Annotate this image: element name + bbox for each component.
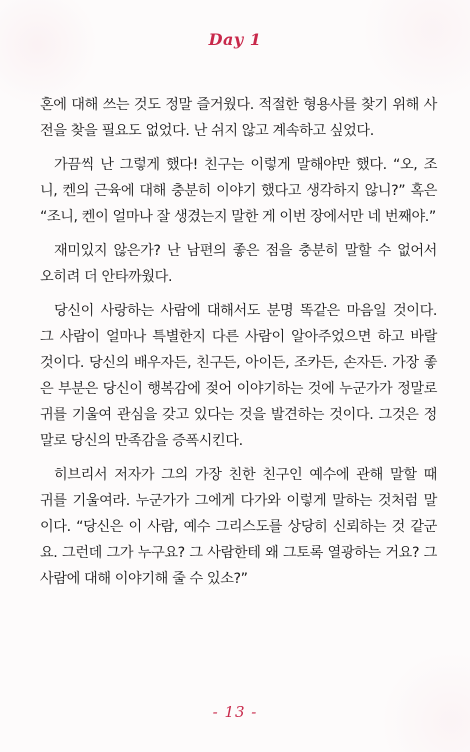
text-line: 요. 그런데 그가 누구요? 그 사람한테 왜 그토록 열광하는 거요? 그 [40, 545, 437, 561]
text-line: 이다. “당신은 이 사람, 예수 그리스도를 상당히 신뢰하는 것 같군 [40, 519, 437, 535]
text-line: 귀를 기울여라. 누군가가 그에게 다가와 이렇게 말하는 것처럼 말 [40, 493, 437, 509]
text-line: 그 사람이 얼마나 특별한지 다른 사람이 알아주었으면 하고 바랄 [40, 329, 437, 345]
text-line: 니, 켄의 근육에 대해 충분히 이야기 했다고 생각하지 않니?” 혹은 [40, 183, 437, 199]
paragraph-2 [40, 152, 437, 230]
text-line: 가끔씩 난 그렇게 했다! 친구는 이렇게 말해야만 했다. “오, 조 [54, 157, 437, 173]
text-line: 히브리서 저자가 그의 가장 친한 친구인 예수에 관해 말할 때 [54, 467, 437, 483]
text-line: 재미있지 않은가? 난 남편의 좋은 점을 충분히 말할 수 없어서 [54, 243, 437, 259]
text-line: 오히려 더 안타까웠다. [40, 269, 173, 285]
text-line: 말로 당신의 만족감을 증폭시킨다. [40, 433, 243, 449]
paragraph-5 [40, 462, 437, 592]
page-header-title: Day 1 [208, 30, 262, 49]
text-line: “조니, 켄이 얼마나 잘 생겼는지 말한 게 이번 장에서만 네 번째야.” [40, 209, 436, 225]
page-number: - 13 - [212, 703, 258, 721]
text-line: 당신이 사랑하는 사람에 대해서도 분명 똑같은 마음일 것이다. [54, 303, 437, 319]
paragraph-1 [40, 92, 437, 144]
text-line: 귀를 기울여 관심을 갖고 있다는 것을 발견하는 것이다. 그것은 정 [40, 407, 437, 423]
text-line: 전을 찾을 필요도 없었다. 난 쉬지 않고 계속하고 싶었다. [40, 123, 374, 139]
text-line: 은 부분은 당신이 행복감에 젖어 이야기하는 것에 누군가가 정말로 [40, 381, 437, 397]
body-text [40, 92, 437, 600]
text-line: 사람에 대해 이야기해 줄 수 있소?” [40, 571, 248, 587]
paragraph-3 [40, 238, 437, 290]
paragraph-4 [40, 298, 437, 454]
text-line: 혼에 대해 쓰는 것도 정말 즐거웠다. 적절한 형용사를 찾기 위해 사 [40, 97, 437, 113]
text-line: 것이다. 당신의 배우자든, 친구든, 아이든, 조카든, 손자든. 가장 좋 [40, 355, 437, 371]
